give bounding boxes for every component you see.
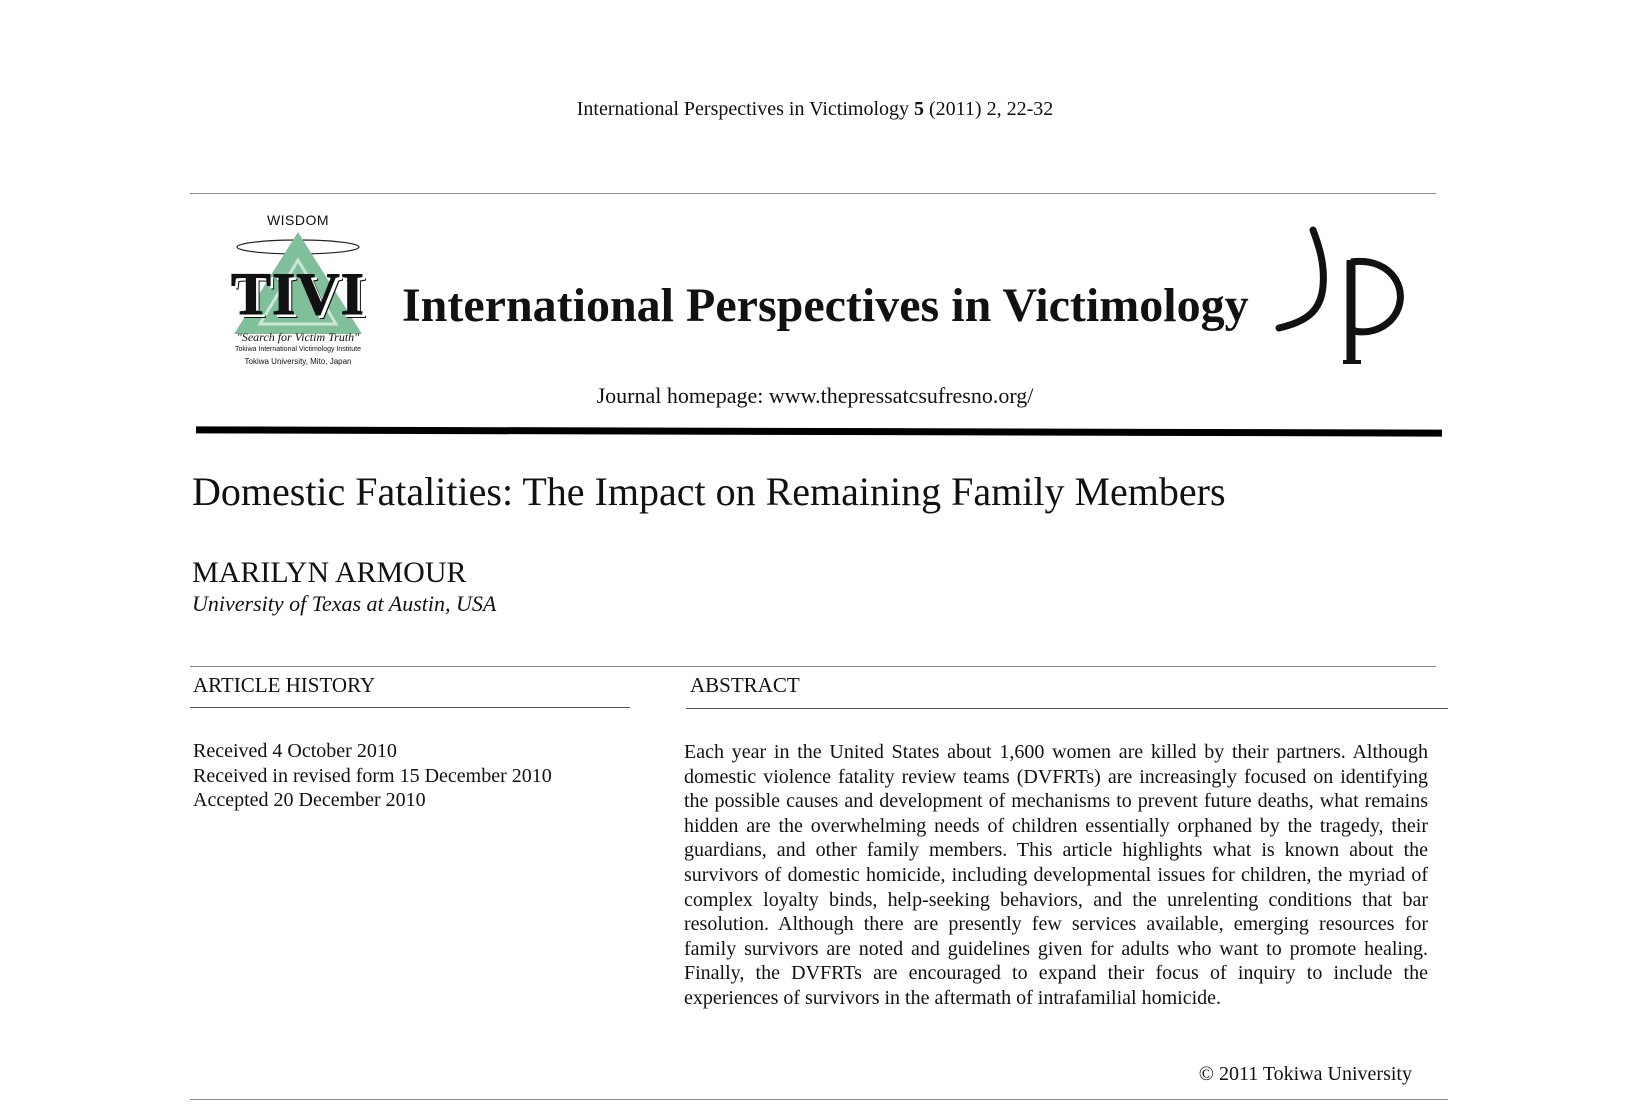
article-title: Domestic Fatalities: The Impact on Remaining Family Members xyxy=(192,469,1226,514)
logo-wordmark: TIVI xyxy=(230,261,366,327)
article-history-dates xyxy=(193,739,552,813)
history-accepted: Accepted 20 December 2010 xyxy=(193,789,426,812)
author-affiliation: University of Texas at Austin, USA xyxy=(192,591,497,616)
phi-logo-icon xyxy=(1275,226,1415,366)
header-top-rule xyxy=(190,193,1436,194)
citation-journal: International Perspectives in Victimology xyxy=(576,98,909,120)
citation-issue-pages: (2011) 2, 22-32 xyxy=(929,98,1054,120)
section-top-rule xyxy=(190,666,1436,667)
journal-homepage: Journal homepage: www.thepressatcsufresno.org/ xyxy=(596,383,1034,408)
history-revised: Received in revised form 15 December 2010 xyxy=(193,764,552,787)
tivi-logo xyxy=(218,212,378,372)
journal-title: International Perspectives in Victimology xyxy=(402,279,1249,332)
logo-motto: "Search for Victim Truth" xyxy=(236,330,360,344)
citation-volume: 5 xyxy=(914,98,924,120)
abstract-body: Each year in the United States about 1,600 women are killed by their partners. Although domestic violence fatality review teams (DVFRTs) are increasingly focused on identifying the possible causes and development of mechanisms to prevent future deaths, what remains hidden are the overwhelming needs of children essentially orphaned by the tragedy, their guardians, and other family members. This article highlights what is known about the survivors of domestic homicide, including developmental issues for children, the myriad of complex loyalty binds, help-seeking behaviors, and the unrelenting conditions that bar resolution. Although there are presently few services available, emerging resources for family survivors are noted and guidelines given for adults who want to promote healing. Finally, the DVFRTs are encouraged to expand their focus of inquiry to include the experiences of survivors in the aftermath of intrafamilial homicide. xyxy=(684,741,1428,1009)
section-bottom-rule xyxy=(190,1099,1448,1100)
copyright-notice: © 2011 Tokiwa University xyxy=(1198,1063,1412,1085)
running-citation xyxy=(0,96,1630,122)
history-heading-rule xyxy=(190,707,630,708)
header-bottom-thick-rule xyxy=(196,426,1442,436)
logo-university: Tokiwa University, Mito, Japan xyxy=(244,357,352,366)
author-name: MARILYN ARMOUR xyxy=(192,556,467,589)
logo-wisdom-text: WISDOM xyxy=(266,212,330,228)
logo-institute: Tokiwa International Victimology Institute xyxy=(235,346,361,353)
history-received: Received 4 October 2010 xyxy=(193,740,397,762)
abstract-heading-rule xyxy=(686,708,1448,709)
article-history-heading: ARTICLE HISTORY xyxy=(193,673,376,697)
abstract-heading: ABSTRACT xyxy=(690,673,800,697)
